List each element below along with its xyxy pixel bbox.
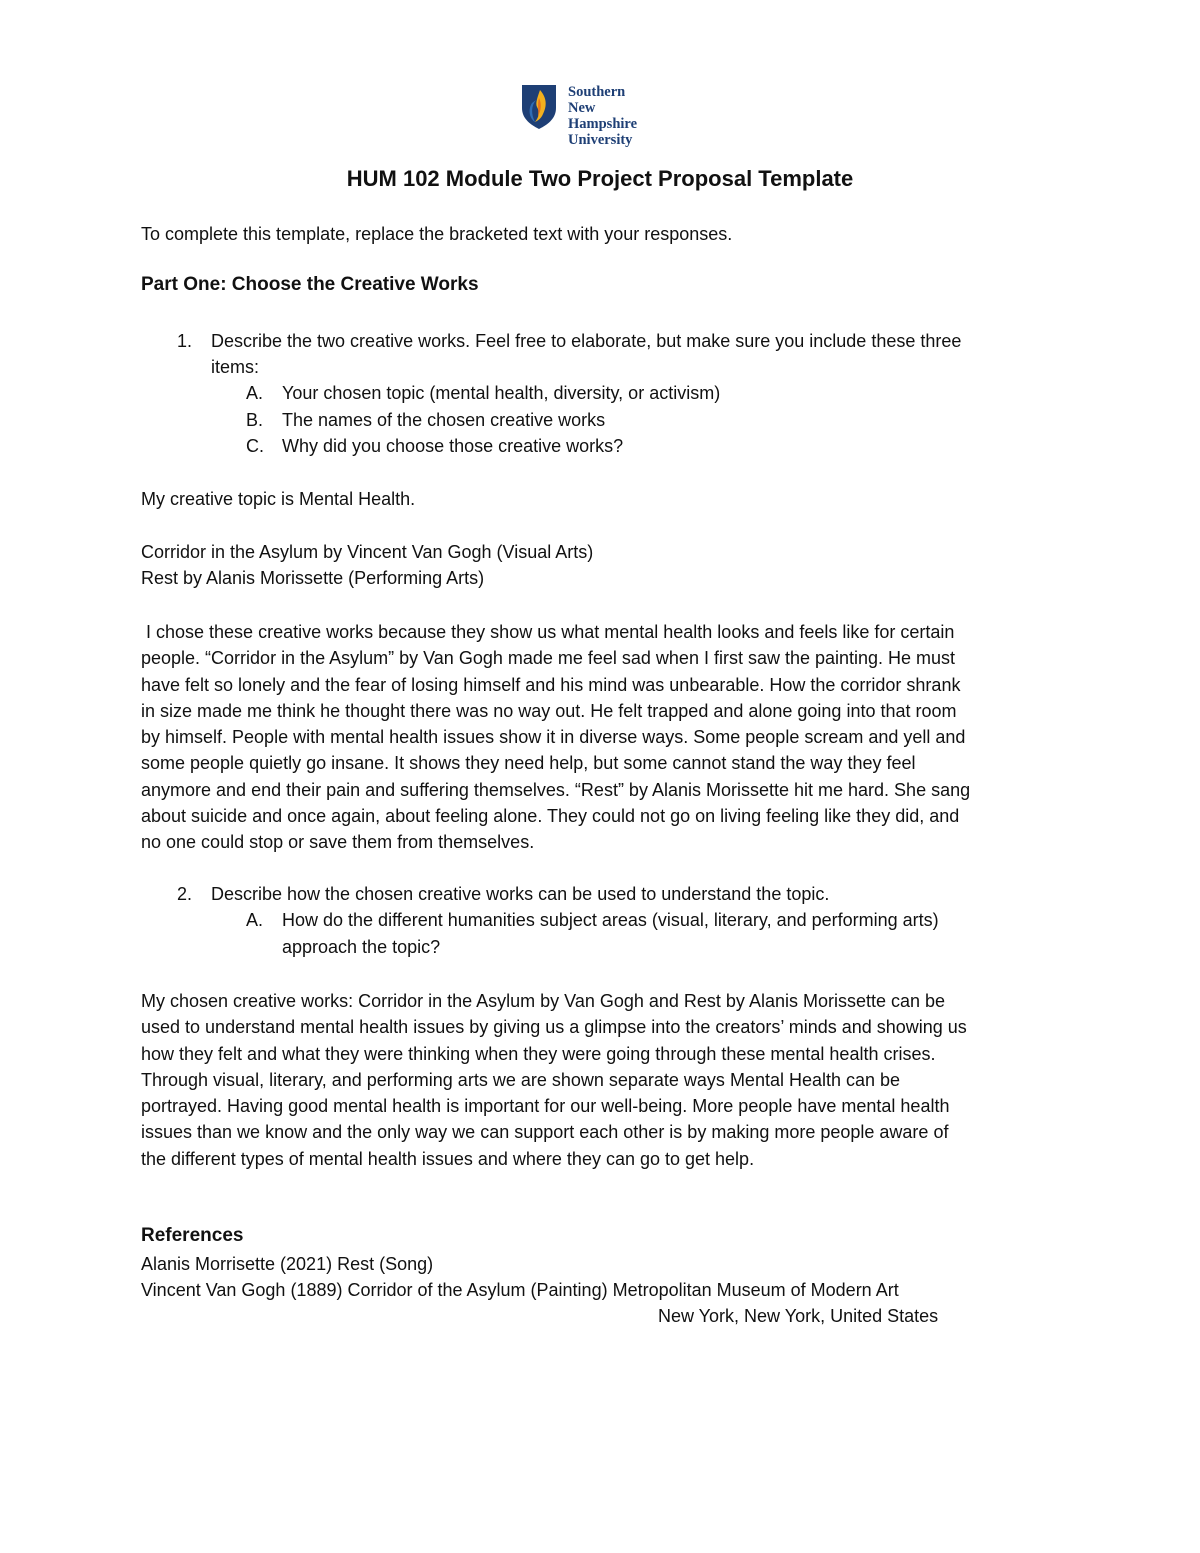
question-2-sub-a-letter: A. — [246, 910, 264, 930]
answer-2-line: My chosen creative works: Corridor in the Asylum by Van Gogh and Rest by Alanis Morissette can be — [141, 991, 946, 1011]
answer-1-line: some people quietly go insane. It shows they need help, but some cannot stand the way they feel — [141, 753, 916, 774]
question-2-number: 2. — [176, 884, 192, 904]
question-1-line-2: items: — [211, 357, 260, 377]
work-2: Rest by Alanis Morissette (Performing Arts) — [141, 568, 485, 588]
question-1-sub-c-letter: C. — [246, 436, 264, 456]
question-1-sub-a-letter: A. — [246, 383, 264, 403]
answer-1-line: no one could stop or save them from themselves. — [141, 832, 535, 853]
part-one-heading: Part One: Choose the Creative Works — [141, 274, 479, 295]
answer-2-paragraph — [141, 988, 967, 1172]
answer-1-line: in size made me think he thought there was no way out. He felt trapped and alone going into that room — [141, 700, 957, 721]
answer-1-line: anymore and end their pain and suffering themselves. “Rest” by Alanis Morissette hit me hard. She sang — [141, 779, 971, 800]
logo-wordmark — [568, 84, 637, 148]
answer-2-line: portrayed. Having good mental health is important for our well-being. More people have mental health — [141, 1096, 950, 1117]
logo-line-1: Southern — [568, 84, 626, 100]
answer-1-line: have felt so lonely and the fear of losing himself and his mind was unbearable. How the corridor shrank — [141, 674, 961, 695]
question-2-sub-a-line-2: approach the topic? — [282, 937, 441, 957]
work-1: Corridor in the Asylum by Vincent Van Gogh (Visual Arts) — [141, 542, 594, 562]
question-1-sub-a: Your chosen topic (mental health, diversity, or activism) — [282, 383, 721, 403]
answer-1-line: by himself. People with mental health issues show it in diverse ways. Some people scream and yell and — [141, 727, 966, 748]
question-2-line-1: Describe how the chosen creative works can be used to understand the topic. — [211, 884, 830, 904]
question-1-sub-b-letter: B. — [246, 410, 264, 430]
logo-line-2: New Hampshire — [568, 100, 638, 132]
references-heading: References — [141, 1225, 244, 1246]
shield-flame-icon — [521, 84, 557, 130]
logo-line-3: University — [568, 132, 633, 148]
answer-1-line: people. “Corridor in the Asylum” by Van Gogh made me feel sad when I first saw the painting. He must — [141, 648, 956, 669]
question-1-sub-b: The names of the chosen creative works — [282, 410, 606, 430]
document-title: HUM 102 Module Two Project Proposal Template — [346, 166, 854, 191]
topic-line: My creative topic is Mental Health. — [141, 489, 416, 509]
answer-2-line: how they felt and what they were thinking when they were going through these mental health crises. — [141, 1043, 936, 1064]
answer-1-line: about suicide and once again, about feeling alone. They could not go on living feeling like they did, and — [141, 806, 960, 827]
question-1-number: 1. — [176, 331, 192, 351]
answer-2-line: the different types of mental health issues and where they can go to get help. — [141, 1148, 755, 1169]
university-logo — [521, 84, 638, 148]
answer-2-line: Through visual, literary, and performing arts we are shown separate ways Mental Health can be — [141, 1069, 901, 1090]
reference-1: Alanis Morrisette (2021) Rest (Song) — [141, 1254, 434, 1274]
question-2-sub-a-line-1: How do the different humanities subject areas (visual, literary, and performing arts) — [282, 910, 939, 930]
answer-1-paragraph — [141, 619, 970, 856]
answer-2-line: issues than we know and the only way we can support each other is by making more people aware of — [141, 1122, 949, 1143]
intro-text: To complete this template, replace the bracketed text with your responses. — [141, 224, 733, 244]
question-1-sub-c: Why did you choose those creative works? — [282, 436, 624, 456]
question-1-line-1: Describe the two creative works. Feel free to elaborate, but make sure you include these three — [211, 331, 962, 351]
answer-2-line: used to understand mental health issues by giving us a glimpse into the creators’ minds and showing us — [141, 1017, 967, 1038]
reference-2: Vincent Van Gogh (1889) Corridor of the Asylum (Painting) Metropolitan Museum of Modern Art — [141, 1280, 899, 1300]
reference-2-continued: New York, New York, United States — [658, 1306, 939, 1326]
answer-1-line: I chose these creative works because they show us what mental health looks and feels like for certain — [141, 622, 955, 642]
